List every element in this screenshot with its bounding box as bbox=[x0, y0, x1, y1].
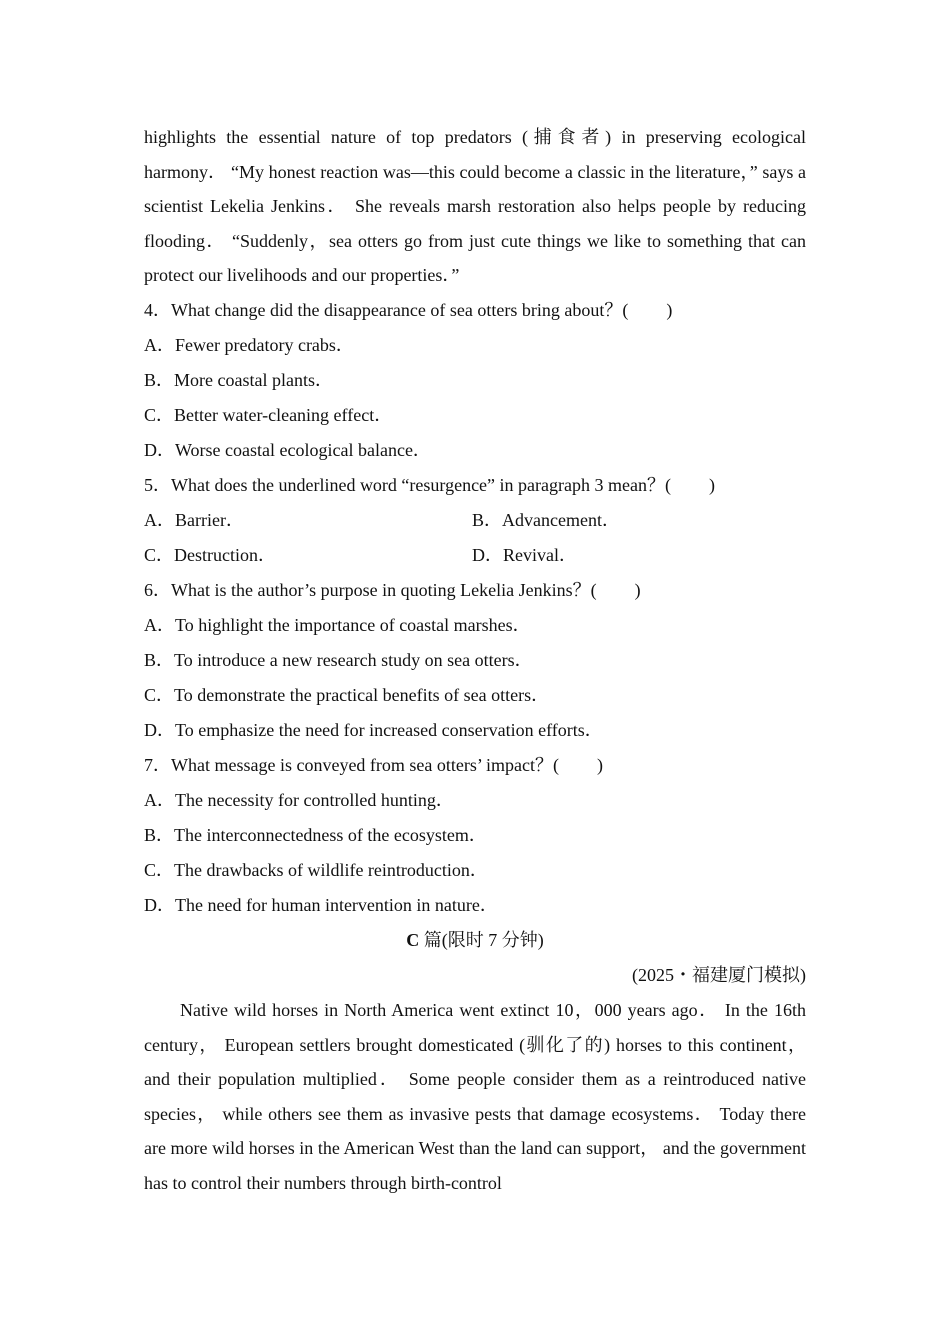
option-d: D．To emphasize the need for increased conservation efforts． bbox=[144, 719, 603, 740]
option-a: A．The necessity for controlled hunting． bbox=[144, 789, 454, 810]
question-6 bbox=[144, 573, 806, 748]
option-b: B．To introduce a new research study on sea otters． bbox=[144, 649, 533, 670]
option-c: C．To demonstrate the practical benefits of sea otters． bbox=[144, 684, 550, 705]
option-d: D．The need for human intervention in nature． bbox=[144, 894, 498, 915]
section-c-source: (2025・福建厦门模拟) bbox=[632, 964, 806, 985]
option-b: B．More coastal plants． bbox=[144, 369, 333, 390]
option-c: C．Destruction． bbox=[144, 544, 276, 565]
option-d: D．Worse coastal ecological balance． bbox=[144, 439, 431, 460]
option-d: D．Revival． bbox=[472, 544, 577, 565]
question-7 bbox=[144, 748, 806, 923]
question-stem: 4．What change did the disappearance of sea otters bring about？( ) bbox=[144, 299, 673, 320]
question-stem: 7．What message is conveyed from sea otters’ impact？( ) bbox=[144, 754, 604, 775]
question-stem: 5．What does the underlined word “resurgence” in paragraph 3 mean？( ) bbox=[144, 474, 715, 495]
option-a: A．Barrier． bbox=[144, 509, 244, 530]
option-a: A．To highlight the importance of coastal marshes． bbox=[144, 614, 531, 635]
option-c: C．The drawbacks of wildlife reintroduction． bbox=[144, 859, 488, 880]
question-stem: 6．What is the author’s purpose in quoting Lekelia Jenkins？( ) bbox=[144, 579, 641, 600]
option-a: A．Fewer predatory crabs． bbox=[144, 334, 354, 355]
passage-b-tail: highlights the essential nature of top predators (捕食者) in preserving ecological harmony． “My honest reaction was—this could become a classic in the literature，” says a scientist Lekelia Jenkins． She reveals marsh restoration also helps people by reducing flooding． “Suddenly，sea otters go from just cute things we like to something that can protect our livelihoods and our properties．” bbox=[144, 127, 806, 286]
option-b: B．The interconnectedness of the ecosystem． bbox=[144, 824, 487, 845]
option-c: C．Better water-cleaning effect． bbox=[144, 404, 393, 425]
passage-c-paragraph: Native wild horses in North America went extinct 10，000 years ago． In the 16th century， European settlers brought domesticated (驯化了的) horses to this continent， and their population multiplied． Some people consider them as a reintroduced native species， while others see them as invasive pests that damage ecosystems． Today there are more wild horses in the American West than the land can support， and the government has to control their numbers through birth-control bbox=[144, 999, 806, 1193]
option-b: B．Advancement． bbox=[472, 509, 620, 530]
document-page bbox=[144, 120, 806, 1201]
section-c-title: C 篇(限时 7 分钟) bbox=[406, 929, 544, 950]
question-4 bbox=[144, 293, 806, 468]
question-5 bbox=[144, 468, 806, 573]
